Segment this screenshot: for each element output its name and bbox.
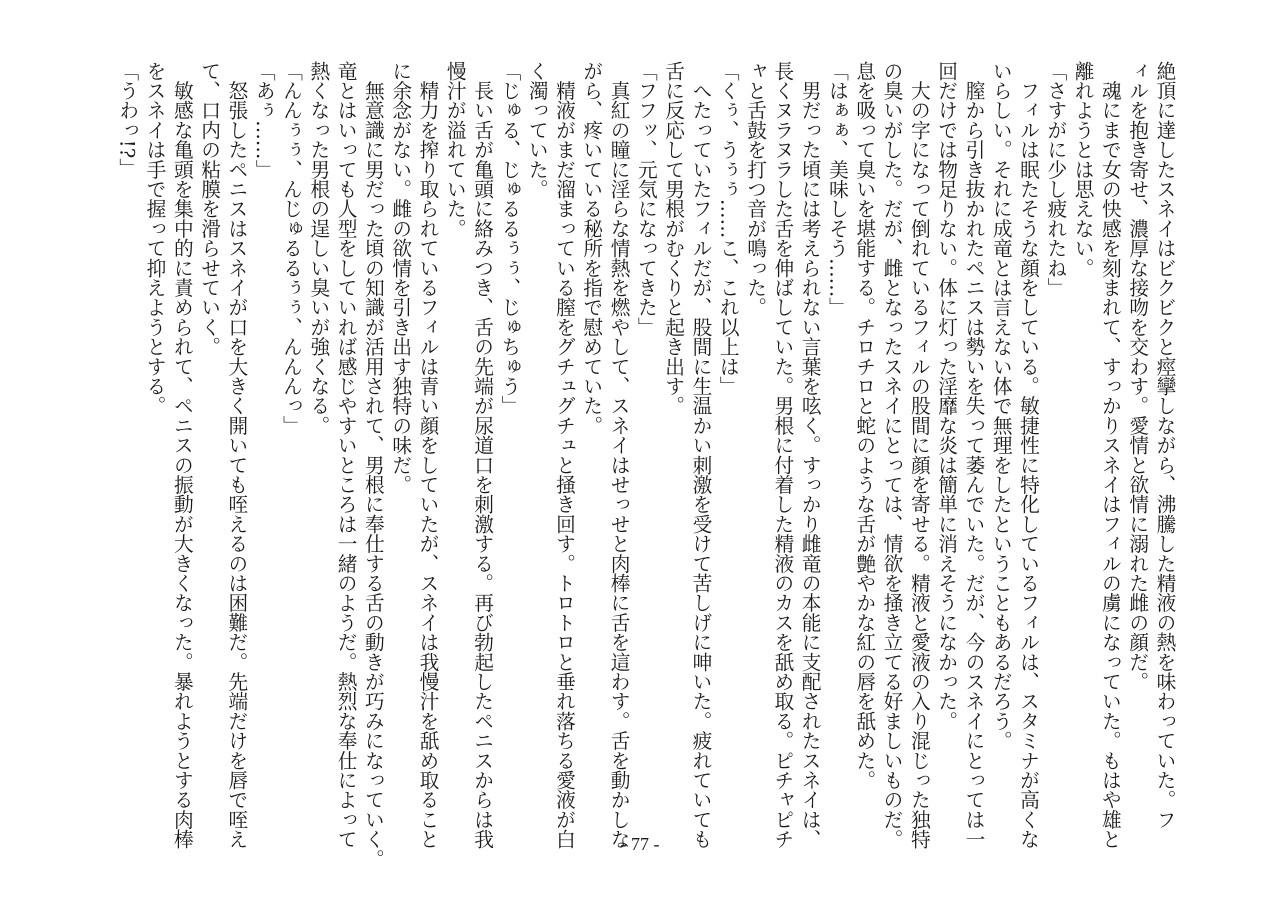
- text-line: をスネイは手で握って抑えようとする。: [143, 61, 167, 416]
- text-line: 「はぁぁ、美味しそう……」: [825, 61, 849, 318]
- text-line: 長くヌラヌラした舌を伸ばしていた。男根に付着した精液のカスを舐め取る。ピチャピチ: [770, 61, 794, 849]
- text-line: 「あぅ……」: [252, 61, 276, 180]
- text-line: 長い舌が亀頭に絡みつき、舌の先端が尿道口を刺激する。再び勃起したペニスからは我: [470, 61, 494, 849]
- text-line: いらしい。それに成竜とは言えない体で無理をしたということもあるだろう。: [989, 61, 1013, 751]
- text-line: 無意識に男だった頃の知識が活用されて、男根に奉仕する舌の動きが巧みになっていく。: [361, 61, 385, 869]
- text-line: 回だけでは物足りない。体に灯った淫靡な炎は簡単に消えそうになかった。: [934, 61, 958, 731]
- text-line: 精力を搾り取られているフィルは青い顔をしていたが、スネイは我慢汁を舐め取ること: [415, 61, 439, 849]
- page-number: - 77 -: [620, 834, 660, 854]
- text-line: がら、疼いている秘所を指で慰めていた。: [579, 61, 603, 436]
- text-line: 精液がまだ溜まっている膣をグチュグチュと掻き回す。トロトロと垂れ落ちる愛液が白: [552, 61, 576, 849]
- text-line: 慢汁が溢れていた。: [443, 61, 467, 239]
- text-line: の臭いがした。だが、雌となったスネイにとっては、情欲を掻き立てる好ましいものだ。: [880, 61, 904, 849]
- text-line: 熱くなった男根の逞しい臭いが強くなる。: [306, 61, 330, 436]
- text-line: 男だった頃には考えられない言葉を呟く。すっかり雌竜の本能に支配されたスネイは、: [798, 61, 822, 849]
- text-line: 絶頂に達したスネイはビクビクと痙攣しながら、沸騰した精液の熱を味わっていた。フ: [1153, 61, 1176, 830]
- text-line: へたっていたフィルだが、股間に生温かい刺激を受けて苦しげに呻いた。疲れていても: [688, 61, 712, 849]
- text-line: く濁っていた。: [525, 61, 549, 199]
- text-line: 「フフッ、元気になってきた」: [634, 61, 658, 337]
- text-line: 「うわっ!?」: [115, 61, 139, 178]
- text-line: 「んんぅぅ、んじゅるるぅぅ、んんんっ」: [279, 61, 303, 436]
- text-line: 息を吸って臭いを堪能する。チロチロと蛇のような舌が艶やかな紅の唇を舐めた。: [852, 61, 876, 790]
- text-line: 真紅の瞳に淫らな情熱を燃やして、スネイはせっせと肉棒に舌を這わす。舌を動かしな: [607, 61, 631, 849]
- text-line: ャと舌鼓を打つ音が鳴った。: [743, 61, 767, 318]
- text-line: 「さすがに少し疲れたね」: [1043, 61, 1067, 298]
- text-line: 「じゅる、じゅるるぅぅ、じゅちゅう」: [497, 61, 521, 416]
- text-line: に余念がない。雌の欲情を引き出す独特の味だ。: [388, 61, 412, 495]
- text-line: 敏感な亀頭を集中的に責められて、ペニスの振動が大きくなった。暴れようとする肉棒: [170, 61, 194, 849]
- text-line: 離れようとは思えない。: [1071, 61, 1095, 278]
- text-line: 「くぅ、うぅぅ……こ、これ以上は」: [716, 61, 740, 396]
- text-line: て、口内の粘膜を滑らせていく。: [197, 61, 221, 357]
- text-line: 怒張したペニスはスネイが口を大きく開いても咥えるのは困難だ。先端だけを唇で咥え: [224, 61, 248, 849]
- text-line: 舌に反応して男根がむくりと起き出す。: [661, 61, 685, 416]
- text-line: 大の字になって倒れているフィルの股間に顔を寄せる。精液と愛液の入り混じった独特: [907, 61, 931, 849]
- text-line: ィルを抱き寄せ、濃厚な接吻を交わす。愛情と欲情に溺れた雌の顔だ。: [1125, 61, 1149, 692]
- text-line: 膣から引き抜かれたペニスは勢いを失って萎んでいた。だが、今のスネイにとっては一: [961, 61, 985, 849]
- text-line: フィルは眠たそうな顔をしている。敏捷性に特化しているフィルは、スタミナが高くな: [1016, 61, 1040, 849]
- text-line: 魂にまで女の快感を刻まれて、すっかりスネイはフィルの虜になっていた。もはや雄と: [1098, 61, 1122, 849]
- text-line: 竜とはいっても人型をしていれば感じやすいところは一緒のようだ。熱烈な奉仕によって: [334, 61, 358, 849]
